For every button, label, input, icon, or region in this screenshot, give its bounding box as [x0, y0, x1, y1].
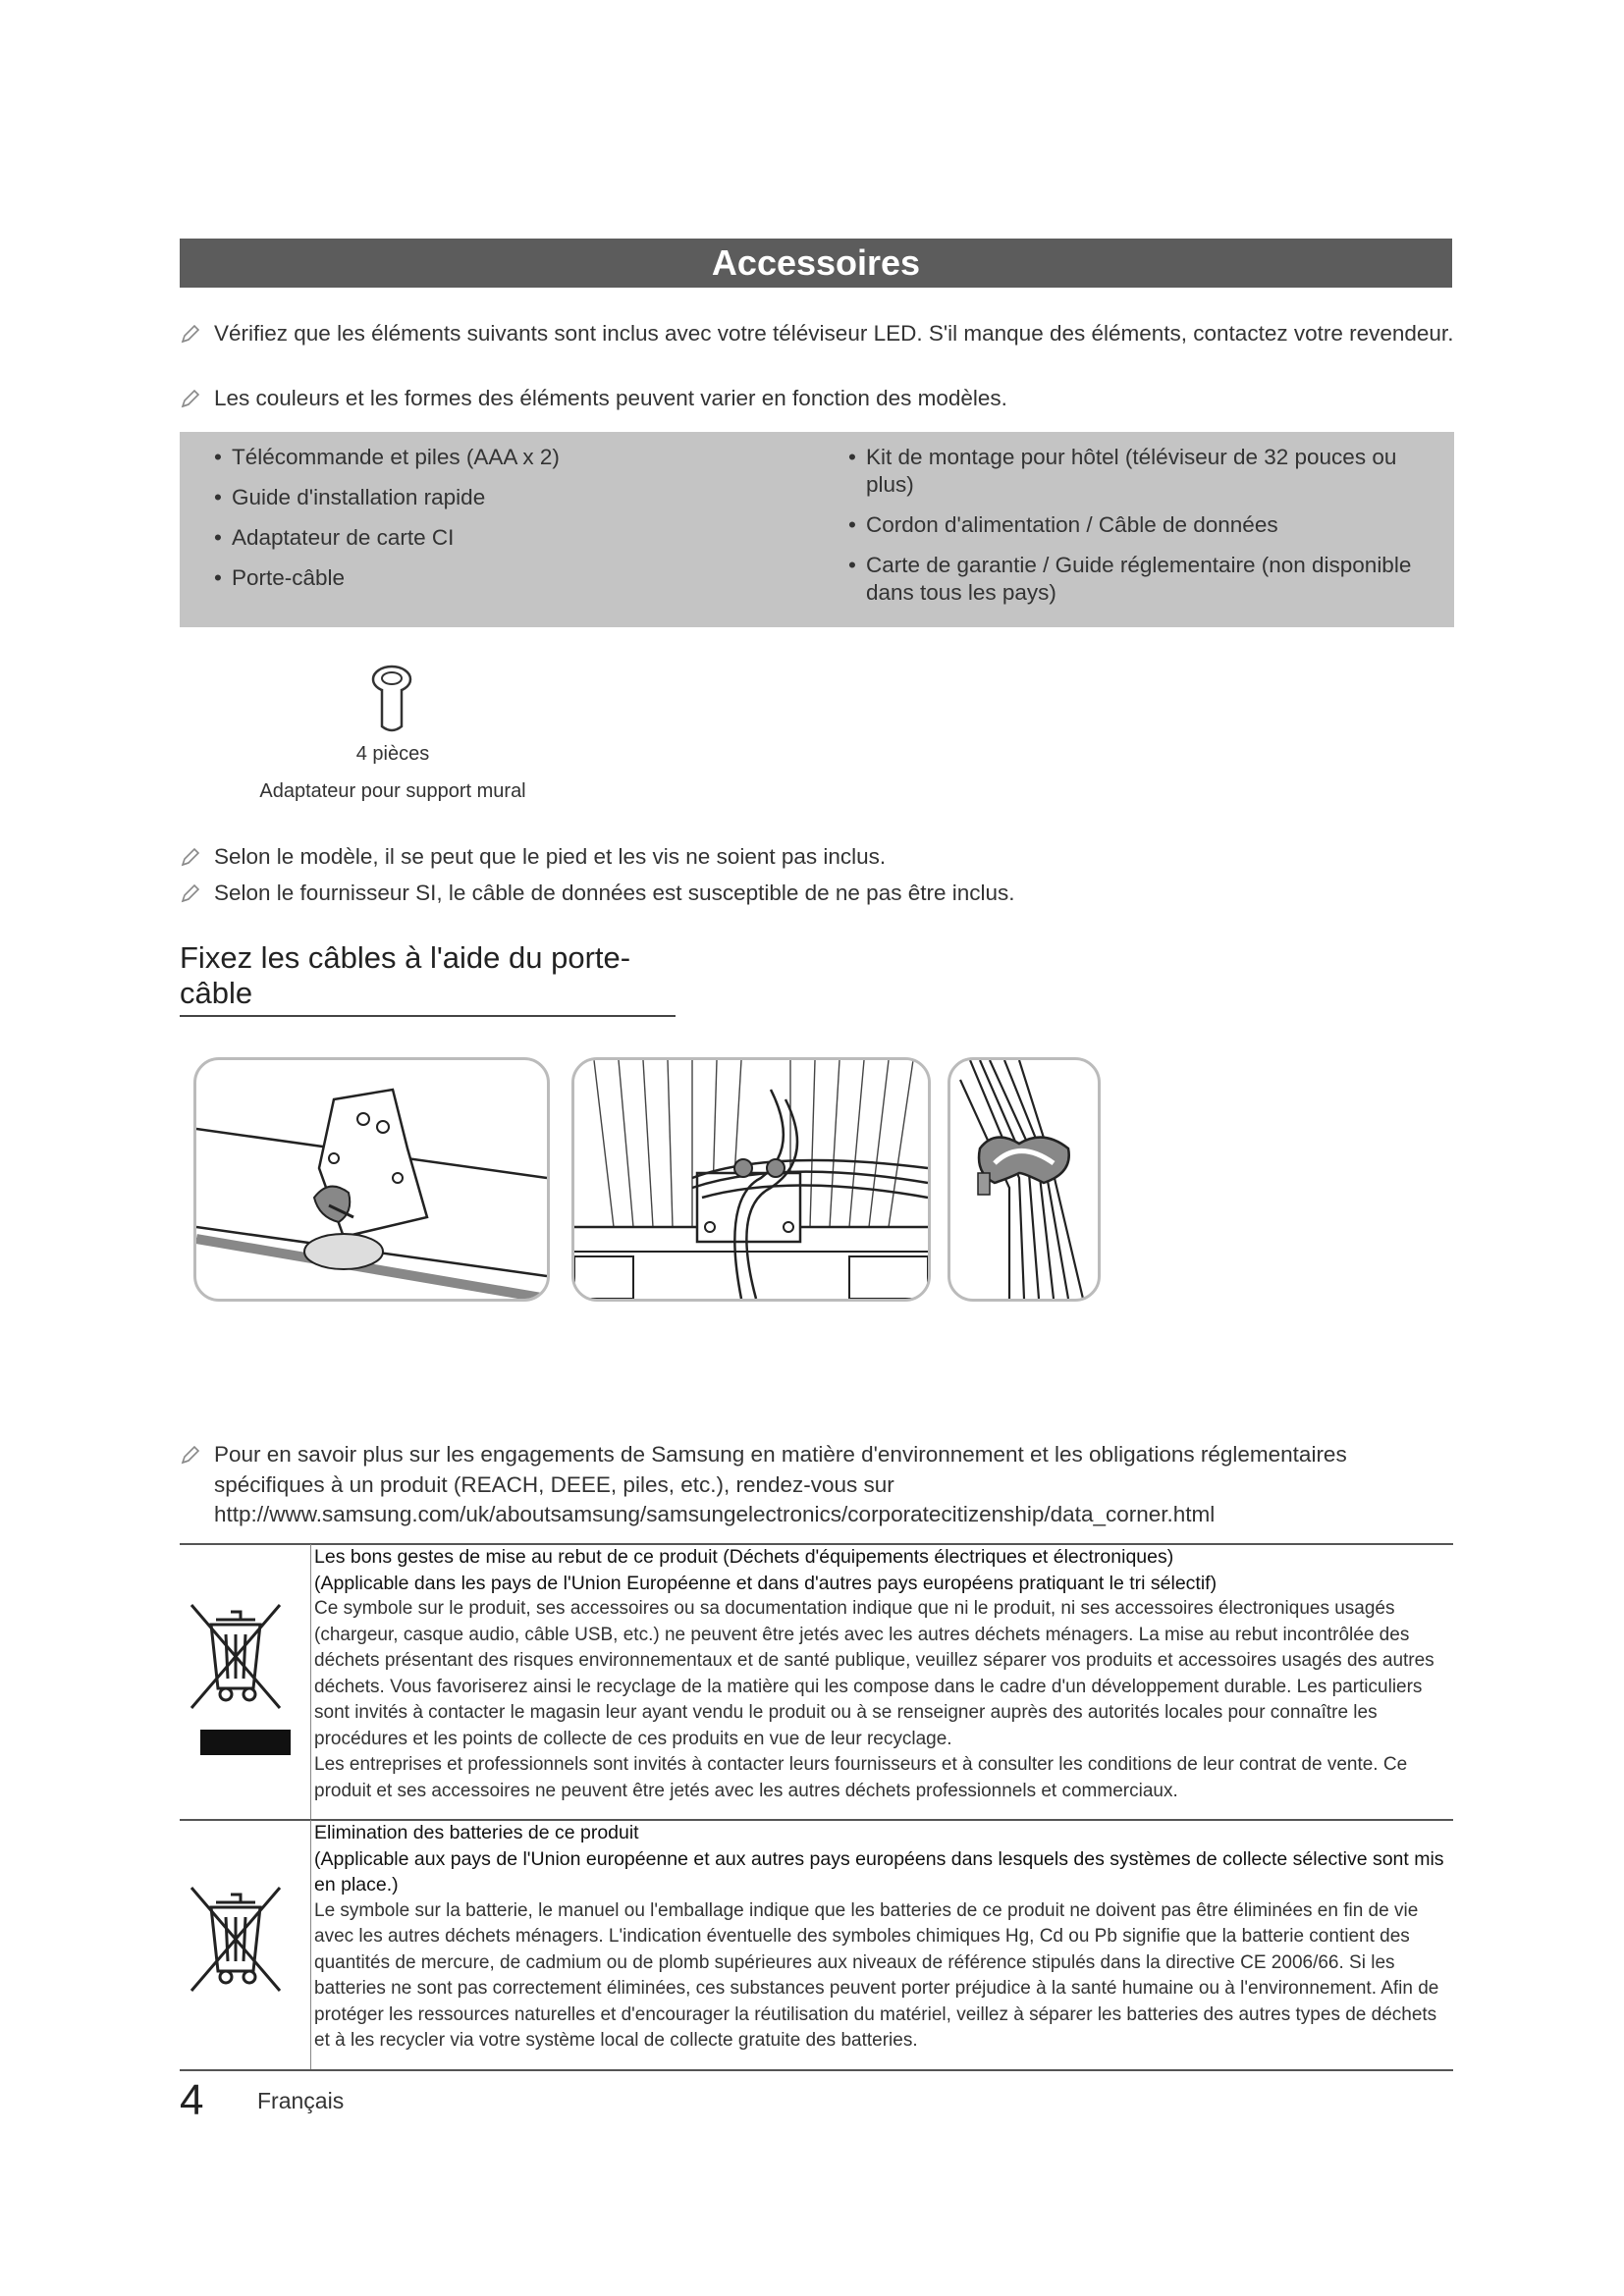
wall-adapter-count: 4 pièces — [355, 743, 430, 765]
accessories-list-box — [180, 432, 1454, 627]
battery-text — [314, 1820, 1453, 2055]
cable-holder-illustration-back — [571, 1057, 931, 1302]
weee-body-1: Ce symbole sur le produit, ses accessoires ou sa documentation indique que ni le produit, ni ses accessoires électroniques usagés (chargeur, casque audio, câble USB, etc.) ne peuvent être jetés avec les autres déchets ménagers. La mise au rebut incontrôlée des déchets présentant des risques environnementaux et de santé publique, veuillez séparer vos produits et accessoires usagés des autres déchets. Vous favoriserez ainsi le recyclage de la matière qui les compose dans le cadre d'un développement durable. Les particuliers sont invités à contacter le magasin leur ayant vendu le produit ou à se renseigner auprès des autorités locales pour connaître les procédures et les points de collecte de ces produits en vue de leur recyclage. — [314, 1598, 1435, 1749]
section-header-accessoires: Accessoires — [180, 239, 1452, 288]
accessory-item: • Carte de garantie / Guide réglementaire (non disponible dans tous les pays) — [848, 552, 1437, 607]
accessory-item: • Adaptateur de carte CI — [214, 524, 803, 552]
weee-black-bar — [200, 1730, 291, 1755]
section-title-cable-holder: Fixez les câbles à l'aide du porte-câble — [180, 940, 676, 1017]
weee-subtitle: (Applicable dans les pays de l'Union Européenne et dans d'autres pays européens pratiquant le tri sélectif) — [314, 1572, 1218, 1594]
note-text: Selon le modèle, il se peut que le pied et les vis ne soient pas inclus. — [214, 844, 887, 869]
note-text: Les couleurs et les formes des éléments peuvent varier en fonction des modèles. — [214, 386, 1007, 410]
accessory-item: • Porte-câble — [214, 564, 803, 592]
battery-subtitle: (Applicable aux pays de l'Union européenne et aux autres pays européens dans lesquels des systèmes de collecte sélective sont mis en place.) — [314, 1847, 1444, 1896]
weee-title: Les bons gestes de mise au rebut de ce produit (Déchets d'équipements électriques et électroniques) — [314, 1546, 1174, 1568]
note-text: Vérifiez que les éléments suivants sont inclus avec votre téléviseur LED. S'il manque des éléments, contactez votre revendeur. — [214, 321, 1454, 346]
page-number: 4 — [180, 2076, 204, 2124]
cable-clip-closeup-icon — [950, 1060, 1098, 1299]
note-stand-screws — [180, 842, 1456, 872]
accessory-item: • Cordon d'alimentation / Câble de données — [848, 511, 1437, 539]
note-pencil-icon — [180, 1444, 201, 1466]
note-pencil-icon — [180, 323, 201, 345]
note-pencil-icon — [180, 388, 201, 409]
cable-holder-illustration-stand — [193, 1057, 550, 1302]
accessory-item: • Télécommande et piles (AAA x 2) — [214, 444, 803, 471]
battery-title: Elimination des batteries de ce produit — [314, 1822, 639, 1843]
wall-mount-adapter-icon — [365, 660, 418, 736]
accessory-item: • Kit de montage pour hôtel (téléviseur de 32 pouces ou plus) — [848, 444, 1437, 499]
cables-back-illustration-icon — [574, 1060, 928, 1299]
weee-divider — [310, 1544, 311, 1819]
note-environment — [180, 1440, 1456, 1530]
crossed-bin-battery-icon — [187, 1883, 285, 1996]
page-language: Français — [257, 2088, 345, 2113]
battery-bottom-border — [180, 2069, 1453, 2071]
weee-body-2: Les entreprises et professionnels sont invités à contacter leurs fournisseurs et à consulter les conditions de leur contrat de vente. Ce produit et ses accessoires ne peuvent être jetés avec les autres déchets professionnels et commerciaux. — [314, 1754, 1408, 1801]
accessory-item: • Guide d'installation rapide — [214, 484, 803, 511]
note-data-cable — [180, 879, 1456, 908]
note-text: Selon le fournisseur SI, le câble de données est susceptible de ne pas être inclus. — [214, 881, 1015, 905]
wall-adapter-label: Adaptateur pour support mural — [259, 780, 526, 802]
battery-body: Le symbole sur la batterie, le manuel ou l'emballage indique que les batteries de ce produit ne doivent pas être éliminées en fin de vie avec les autres déchets ménagers. L'indication éventuelle des symboles chimiques Hg, Cd ou Pb signifie que la batterie contient des quantités de mercure, de cadmium ou de plomb supérieures aux niveaux de référence stipulés dans la directive CE 2006/66. Si les batteries ne sont pas correctement éliminées, ces substances peuvent porter préjudice à la santé humaine ou à l'environnement. Afin de protéger les ressources naturelles et d'encourager la réutilisation du matériel, veillez à séparer les batteries des autres types de déchets et à les recycler via votre système local de collecte gratuite des batteries. — [314, 1899, 1439, 2051]
stand-illustration-icon — [196, 1060, 547, 1299]
note-check-items — [180, 319, 1456, 348]
battery-divider — [310, 1820, 311, 2071]
accessories-left-column — [214, 444, 803, 605]
accessories-right-column — [848, 444, 1437, 619]
note-pencil-icon — [180, 882, 201, 904]
note-pencil-icon — [180, 846, 201, 868]
note-colors-shapes — [180, 384, 1456, 413]
note-text: Pour en savoir plus sur les engagements de Samsung en matière d'environnement et les obligations réglementaires spécifiques à un produit (REACH, DEEE, piles, etc.), rendez-vous sur http://www.samsung.com/uk/aboutsamsung/samsungelectronics/corporatecitizenship/data_corner.html — [214, 1442, 1347, 1526]
crossed-bin-icon — [187, 1600, 285, 1713]
cable-holder-illustration-closeup — [947, 1057, 1101, 1302]
weee-text — [314, 1544, 1453, 1804]
